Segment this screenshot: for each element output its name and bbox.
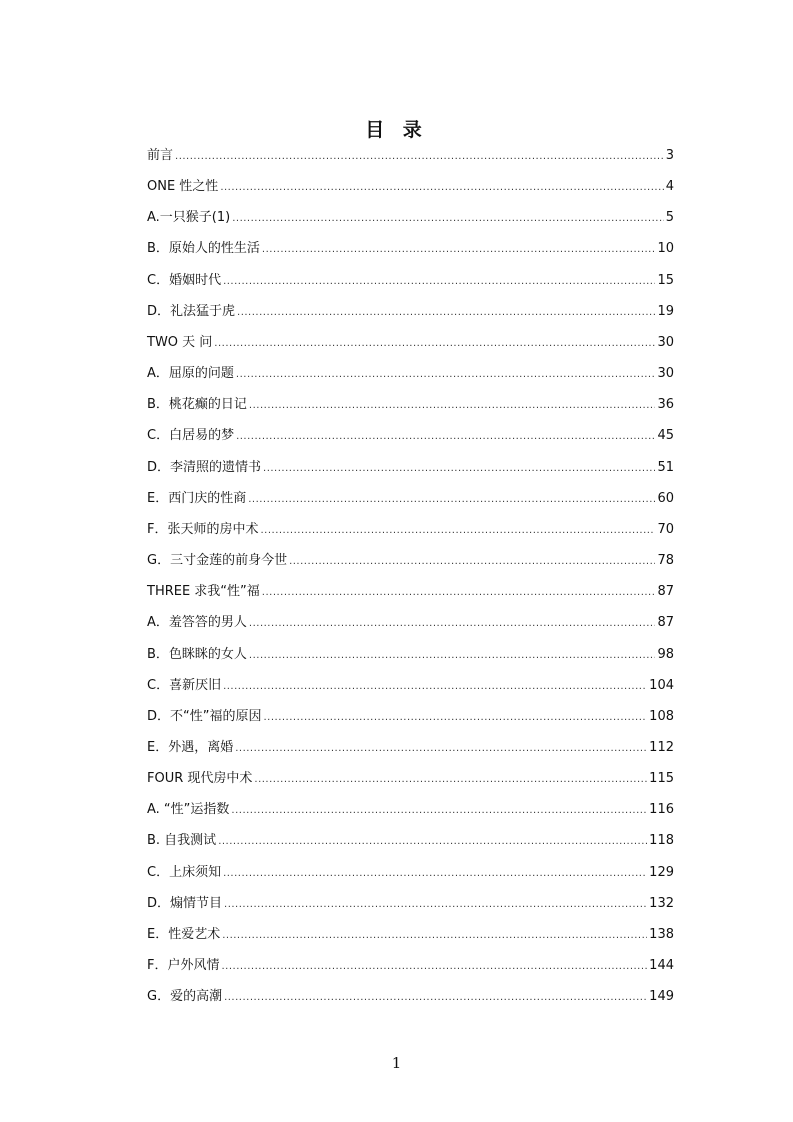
toc-entry[interactable]	[147, 171, 674, 202]
toc-entry-title: C．婚姻时代	[147, 272, 222, 288]
dot-leader	[236, 359, 656, 390]
toc-entry[interactable]	[147, 919, 674, 950]
toc-entry-title: FOUR 现代房中术	[147, 771, 253, 787]
dot-leader	[224, 982, 647, 1013]
dot-leader	[249, 640, 656, 671]
toc-entry-page-number: 10	[657, 241, 674, 257]
toc-entry-page-number: 36	[657, 397, 674, 413]
toc-entry-page-number: 129	[649, 864, 674, 880]
toc-entry-page-number: 115	[649, 771, 674, 787]
toc-entry[interactable]	[147, 857, 674, 888]
toc-entry[interactable]	[147, 825, 674, 856]
dot-leader	[214, 328, 655, 359]
toc-entry-title: G．爱的高潮	[147, 989, 223, 1005]
toc-entry-page-number: 98	[657, 646, 674, 662]
dot-leader	[220, 172, 663, 203]
toc-entry[interactable]	[147, 732, 674, 763]
toc-entry[interactable]	[147, 981, 674, 1012]
toc-entry[interactable]	[147, 265, 674, 296]
toc-entry[interactable]	[147, 296, 674, 327]
toc-entry-title: TWO 天 问	[147, 334, 213, 350]
toc-entry-page-number: 78	[657, 553, 674, 569]
toc-entry-page-number: 138	[649, 926, 674, 942]
toc-entry-page-number: 104	[649, 677, 674, 693]
toc-entry-title: THREE 求我“性”福	[147, 584, 260, 600]
toc-entry-title: A. “性”运指数	[147, 802, 230, 818]
toc-entry[interactable]	[147, 763, 674, 794]
toc-entry[interactable]	[147, 950, 674, 981]
toc-entry-page-number: 87	[657, 584, 674, 600]
toc-entry[interactable]	[147, 639, 674, 670]
toc-entry-title: ONE 性之性	[147, 179, 219, 195]
toc-entry-page-number: 45	[657, 428, 674, 444]
dot-leader	[231, 795, 647, 826]
dot-leader	[223, 858, 647, 889]
toc-entry-title: B．原始人的性生活	[147, 241, 260, 257]
dot-leader	[249, 608, 656, 639]
toc-entry-page-number: 51	[657, 459, 674, 475]
toc-entry-page-number: 70	[657, 521, 674, 537]
toc-entry[interactable]	[147, 514, 674, 545]
dot-leader	[249, 390, 656, 421]
dot-leader	[224, 889, 647, 920]
toc-entry-title: E．西门庆的性商	[147, 490, 247, 506]
toc-entry-title: B．桃花癫的日记	[147, 397, 247, 413]
toc-entry[interactable]	[147, 794, 674, 825]
toc-entry-title: G．三寸金莲的前身今世	[147, 553, 288, 569]
toc-entry-page-number: 116	[649, 802, 674, 818]
toc-entry-page-number: 108	[649, 708, 674, 724]
toc-entry-page-number: 30	[657, 334, 674, 350]
dot-leader	[236, 421, 655, 452]
dot-leader	[289, 546, 655, 577]
toc-entry-page-number: 144	[649, 958, 674, 974]
toc-entry-title: C．白居易的梦	[147, 428, 235, 444]
dot-leader	[223, 671, 647, 702]
toc-entry-page-number: 132	[649, 895, 674, 911]
dot-leader	[232, 203, 664, 234]
table-of-contents	[147, 140, 674, 1012]
toc-entry-page-number: 19	[657, 303, 674, 319]
toc-entry[interactable]	[147, 483, 674, 514]
toc-entry[interactable]	[147, 670, 674, 701]
toc-entry-title: A．羞答答的男人	[147, 615, 247, 631]
toc-entry[interactable]	[147, 701, 674, 732]
toc-entry-page-number: 15	[657, 272, 674, 288]
dot-leader	[254, 764, 647, 795]
toc-entry-title: E．外遇，离婚	[147, 739, 234, 755]
dot-leader	[235, 733, 647, 764]
toc-entry[interactable]	[147, 389, 674, 420]
toc-entry[interactable]	[147, 233, 674, 264]
toc-entry[interactable]	[147, 327, 674, 358]
toc-entry-title: B. 自我测试	[147, 833, 217, 849]
dot-leader	[221, 951, 647, 982]
toc-entry-page-number: 4	[665, 179, 674, 195]
toc-entry-title: C．喜新厌旧	[147, 677, 222, 693]
toc-entry-title: D．李清照的遗情书	[147, 459, 262, 475]
toc-entry-page-number: 30	[657, 366, 674, 382]
toc-entry[interactable]	[147, 202, 674, 233]
toc-entry-title: F．户外风情	[147, 958, 220, 974]
toc-entry-title: A．屈原的问题	[147, 366, 234, 382]
toc-entry-page-number: 149	[649, 989, 674, 1005]
toc-entry-title: B．色眯眯的女人	[147, 646, 247, 662]
toc-entry-page-number: 87	[657, 615, 674, 631]
dot-leader	[223, 266, 655, 297]
toc-entry[interactable]	[147, 888, 674, 919]
dot-leader	[218, 826, 647, 857]
toc-entry-page-number: 3	[665, 148, 674, 163]
toc-entry-title: F．张天师的房中术	[147, 521, 259, 537]
toc-entry-title: C．上床须知	[147, 864, 222, 880]
dot-leader	[263, 453, 655, 484]
dot-leader	[237, 297, 655, 328]
toc-entry[interactable]	[147, 576, 674, 607]
dot-leader	[262, 234, 656, 265]
toc-entry[interactable]	[147, 420, 674, 451]
toc-entry-page-number: 118	[649, 833, 674, 849]
toc-entry[interactable]	[147, 452, 674, 483]
toc-entry-title: D．不“性”福的原因	[147, 708, 262, 724]
dot-leader	[262, 577, 656, 608]
page-title: 目 录	[365, 118, 428, 141]
toc-entry-title: E．性爱艺术	[147, 926, 221, 942]
dot-leader	[263, 702, 647, 733]
toc-entry[interactable]	[147, 545, 674, 576]
toc-entry-title: A.一只猴子(1)	[147, 210, 231, 226]
toc-entry[interactable]	[147, 140, 674, 171]
toc-entry-page-number: 112	[649, 739, 674, 755]
toc-entry-title: 前言	[147, 148, 174, 163]
dot-leader	[175, 141, 664, 172]
dot-leader	[248, 484, 655, 515]
toc-entry-title: D．礼法猛于虎	[147, 303, 236, 319]
toc-entry[interactable]	[147, 607, 674, 638]
page-number: 1	[391, 1054, 402, 1072]
dot-leader	[222, 920, 647, 951]
toc-entry[interactable]	[147, 358, 674, 389]
toc-entry-page-number: 60	[657, 490, 674, 506]
dot-leader	[260, 515, 655, 546]
toc-entry-title: D．煽情节目	[147, 895, 223, 911]
toc-entry-page-number: 5	[665, 210, 674, 226]
